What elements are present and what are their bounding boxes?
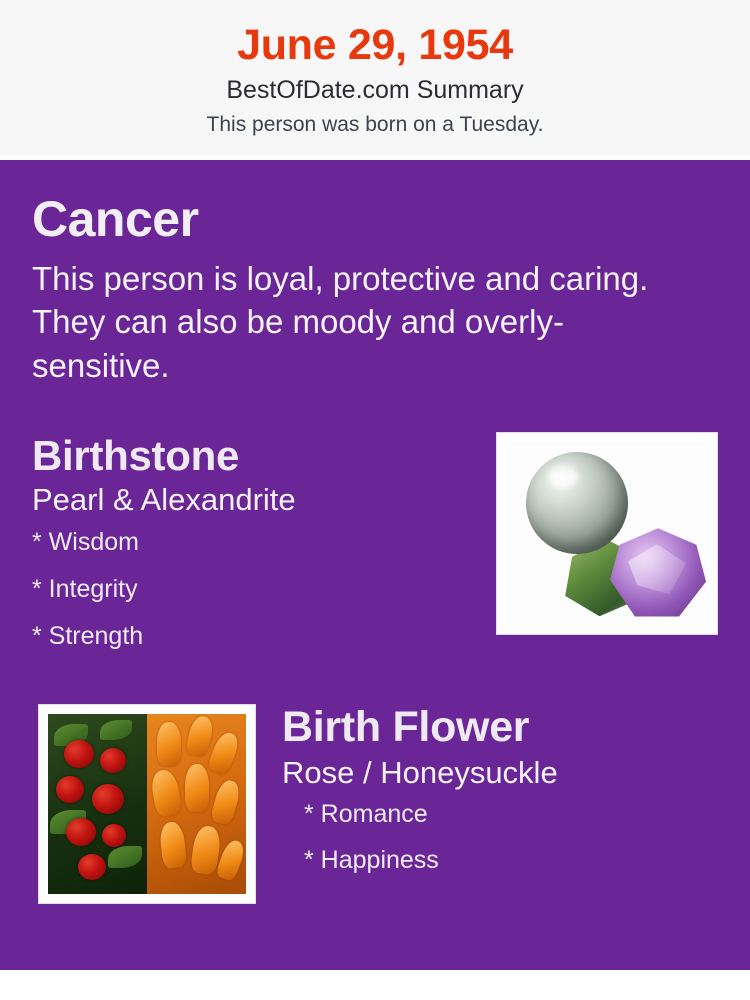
birthstone-names: Pearl & Alexandrite — [32, 482, 296, 518]
birthstone-text-block — [32, 432, 472, 659]
birthstone-trait: * Strength — [32, 622, 144, 651]
page-header — [0, 0, 750, 160]
page-title: June 29, 1954 — [237, 21, 513, 69]
birth-flower-title: Birth Flower — [282, 703, 530, 752]
roses-photo-half — [48, 714, 147, 894]
birthstone-section — [32, 432, 718, 662]
honeysuckle-photo-half — [147, 714, 246, 894]
zodiac-description: This person is loyal, protective and caring. They can also be moody and overly-sensitive. — [32, 259, 649, 385]
birthstone-title: Birthstone — [32, 432, 240, 480]
details-panel — [0, 160, 750, 970]
site-summary-label: BestOfDate.com Summary — [226, 76, 524, 105]
birthstone-trait: * Wisdom — [32, 528, 139, 557]
birth-weekday-note: This person was born on a Tuesday. — [206, 113, 544, 137]
birth-flower-text-block — [282, 704, 718, 883]
zodiac-sign-title: Cancer — [32, 190, 199, 247]
birth-flower-trait: * Happiness — [304, 845, 439, 874]
birth-flower-image-inner — [48, 714, 246, 894]
birthstone-image — [496, 432, 718, 635]
birthstone-image-inner — [506, 442, 708, 625]
birthstone-trait: * Integrity — [32, 575, 138, 604]
birth-flower-section — [32, 704, 718, 914]
alexandrite-gem-icon — [610, 528, 706, 620]
pearl-icon — [526, 452, 628, 554]
birth-flower-image — [38, 704, 256, 904]
birth-flower-trait: * Romance — [304, 799, 428, 828]
birth-flower-names: Rose / Honeysuckle — [282, 754, 558, 790]
